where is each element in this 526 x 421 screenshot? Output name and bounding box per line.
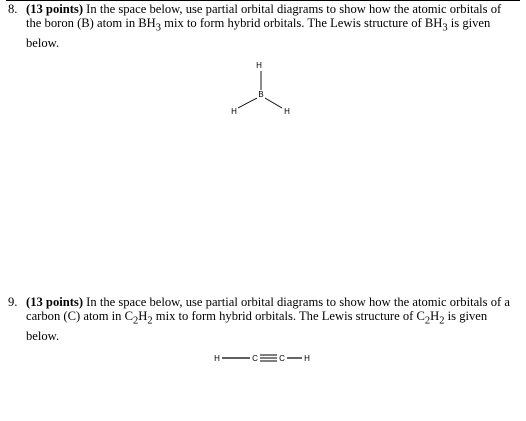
bond (265, 98, 282, 108)
c2h2-atom-h-right: H (304, 354, 310, 363)
bh3-atom-h-left: H (231, 107, 237, 116)
top-rule (6, 0, 520, 1)
c2h2-atom-h-left: H (214, 354, 220, 363)
question-number: 9. (8, 295, 18, 309)
question-text: (13 points) In the space below, use partial orbital diagrams to show how the atomic orbitals of a carbon (C) atom in $C_2H_2$ mix to form hybrid orbitals. The Lewis structure of $C_2H_2$ is given below. (26, 295, 510, 344)
c2h2-lewis-structure (206, 348, 316, 373)
bh3-lewis-structure (220, 54, 300, 125)
bond (238, 98, 257, 108)
question-8 (8, 2, 520, 50)
bh3-atom-h-right: H (284, 107, 290, 116)
points-label: (13 points) (26, 2, 84, 16)
question-number: 8. (8, 2, 18, 16)
question-text: (13 points) In the space below, use partial orbital diagrams to show how the atomic orbitals of the boron (B) atom in $BH_3$ mix to form hybrid orbitals. The Lewis structure of $BH_3$ is given below. (26, 2, 502, 51)
c2h2-atom-c-left: C (252, 354, 258, 363)
bh3-atom-h-top: H (256, 61, 262, 70)
points-label: (13 points) (26, 295, 84, 309)
c2h2-atom-c-right: C (279, 354, 285, 363)
bh3-atom-b: B (258, 90, 264, 99)
question-9 (8, 295, 520, 343)
